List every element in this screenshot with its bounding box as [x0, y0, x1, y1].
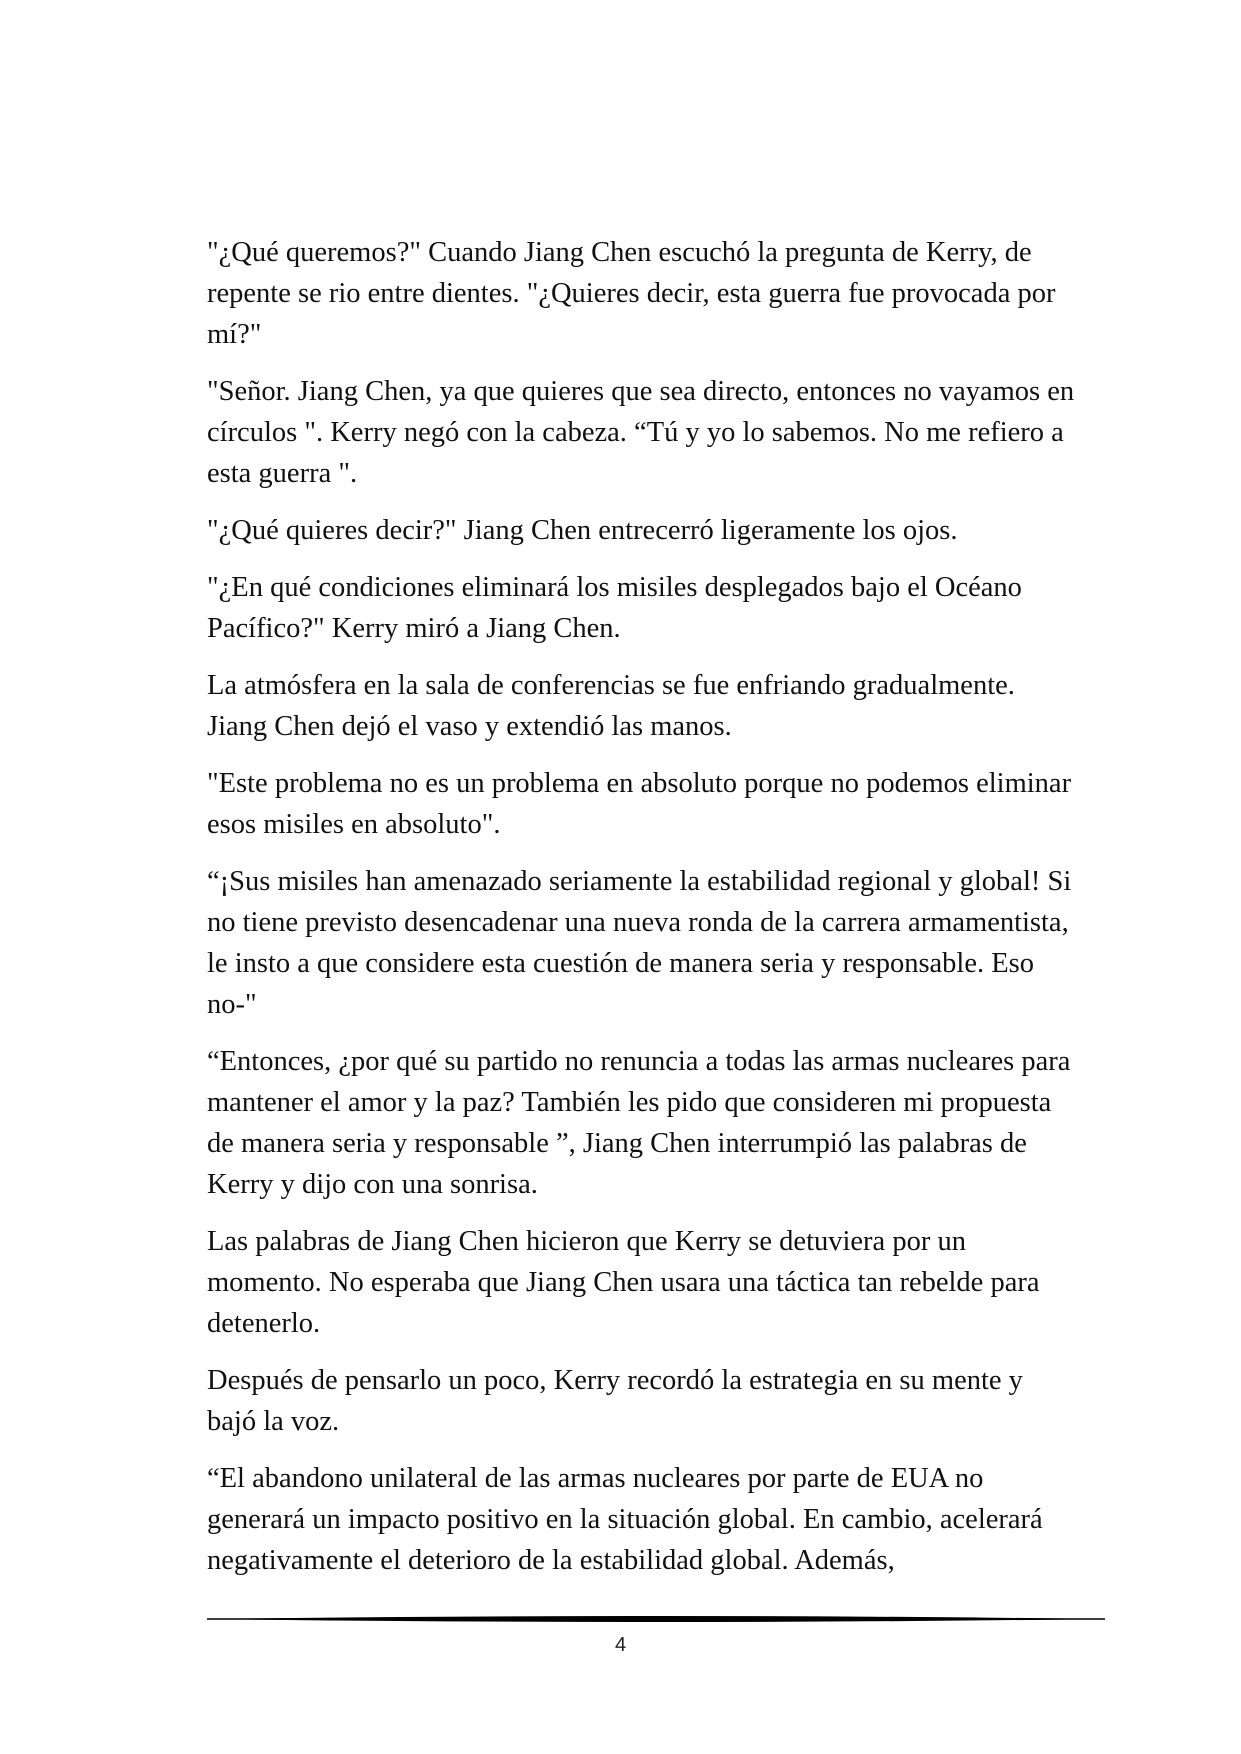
footer-divider — [207, 1612, 1105, 1626]
paragraph: "¿Qué queremos?" Cuando Jiang Chen escuchó la pregunta de Kerry, de repente se rio entre dientes. "¿Quieres decir, esta guerra fue provocada por mí?" — [207, 237, 1056, 350]
paragraph: "¿En qué condiciones eliminará los misiles desplegados bajo el Océano Pacífico?" Kerry miró a Jiang Chen. — [207, 572, 1022, 644]
page-number: 4 — [614, 1634, 627, 1656]
paragraph: "Este problema no es un problema en absoluto porque no podemos eliminar esos misiles en absoluto". — [207, 768, 1072, 840]
page-body-text — [207, 232, 1077, 1597]
paragraph: La atmósfera en la sala de conferencias se fue enfriando gradualmente. Jiang Chen dejó el vaso y extendió las manos. — [207, 670, 1015, 742]
paragraph: “El abandono unilateral de las armas nucleares por parte de EUA no generará un impacto positivo en la situación global. En cambio, acelerará negativamente el deterioro de la estabilidad global. Además, — [207, 1463, 1043, 1576]
paragraph: “¡Sus misiles han amenazado seriamente la estabilidad regional y global! Si no tiene previsto desencadenar una nueva ronda de la carrera armamentista, le insto a que considere esta cuestión de manera seria y responsable. Eso no-" — [207, 866, 1072, 1020]
paragraph: Después de pensarlo un poco, Kerry recordó la estrategia en su mente y bajó la voz. — [207, 1365, 1023, 1437]
paragraph: "Señor. Jiang Chen, ya que quieres que sea directo, entonces no vayamos en círculos ". Kerry negó con la cabeza. “Tú y yo lo sabemos. No me refiero a esta guerra ". — [207, 376, 1075, 489]
paragraph: Las palabras de Jiang Chen hicieron que Kerry se detuviera por un momento. No esperaba que Jiang Chen usara una táctica tan rebelde para detenerlo. — [207, 1226, 1040, 1339]
paragraph: “Entonces, ¿por qué su partido no renuncia a todas las armas nucleares para mantener el amor y la paz? También les pido que consideren mi propuesta de manera seria y responsable ”, Jiang Chen interrumpió las palabras de Kerry y dijo con una sonrisa. — [207, 1046, 1071, 1200]
paragraph: "¿Qué quieres decir?" Jiang Chen entrecerró ligeramente los ojos. — [207, 515, 958, 546]
